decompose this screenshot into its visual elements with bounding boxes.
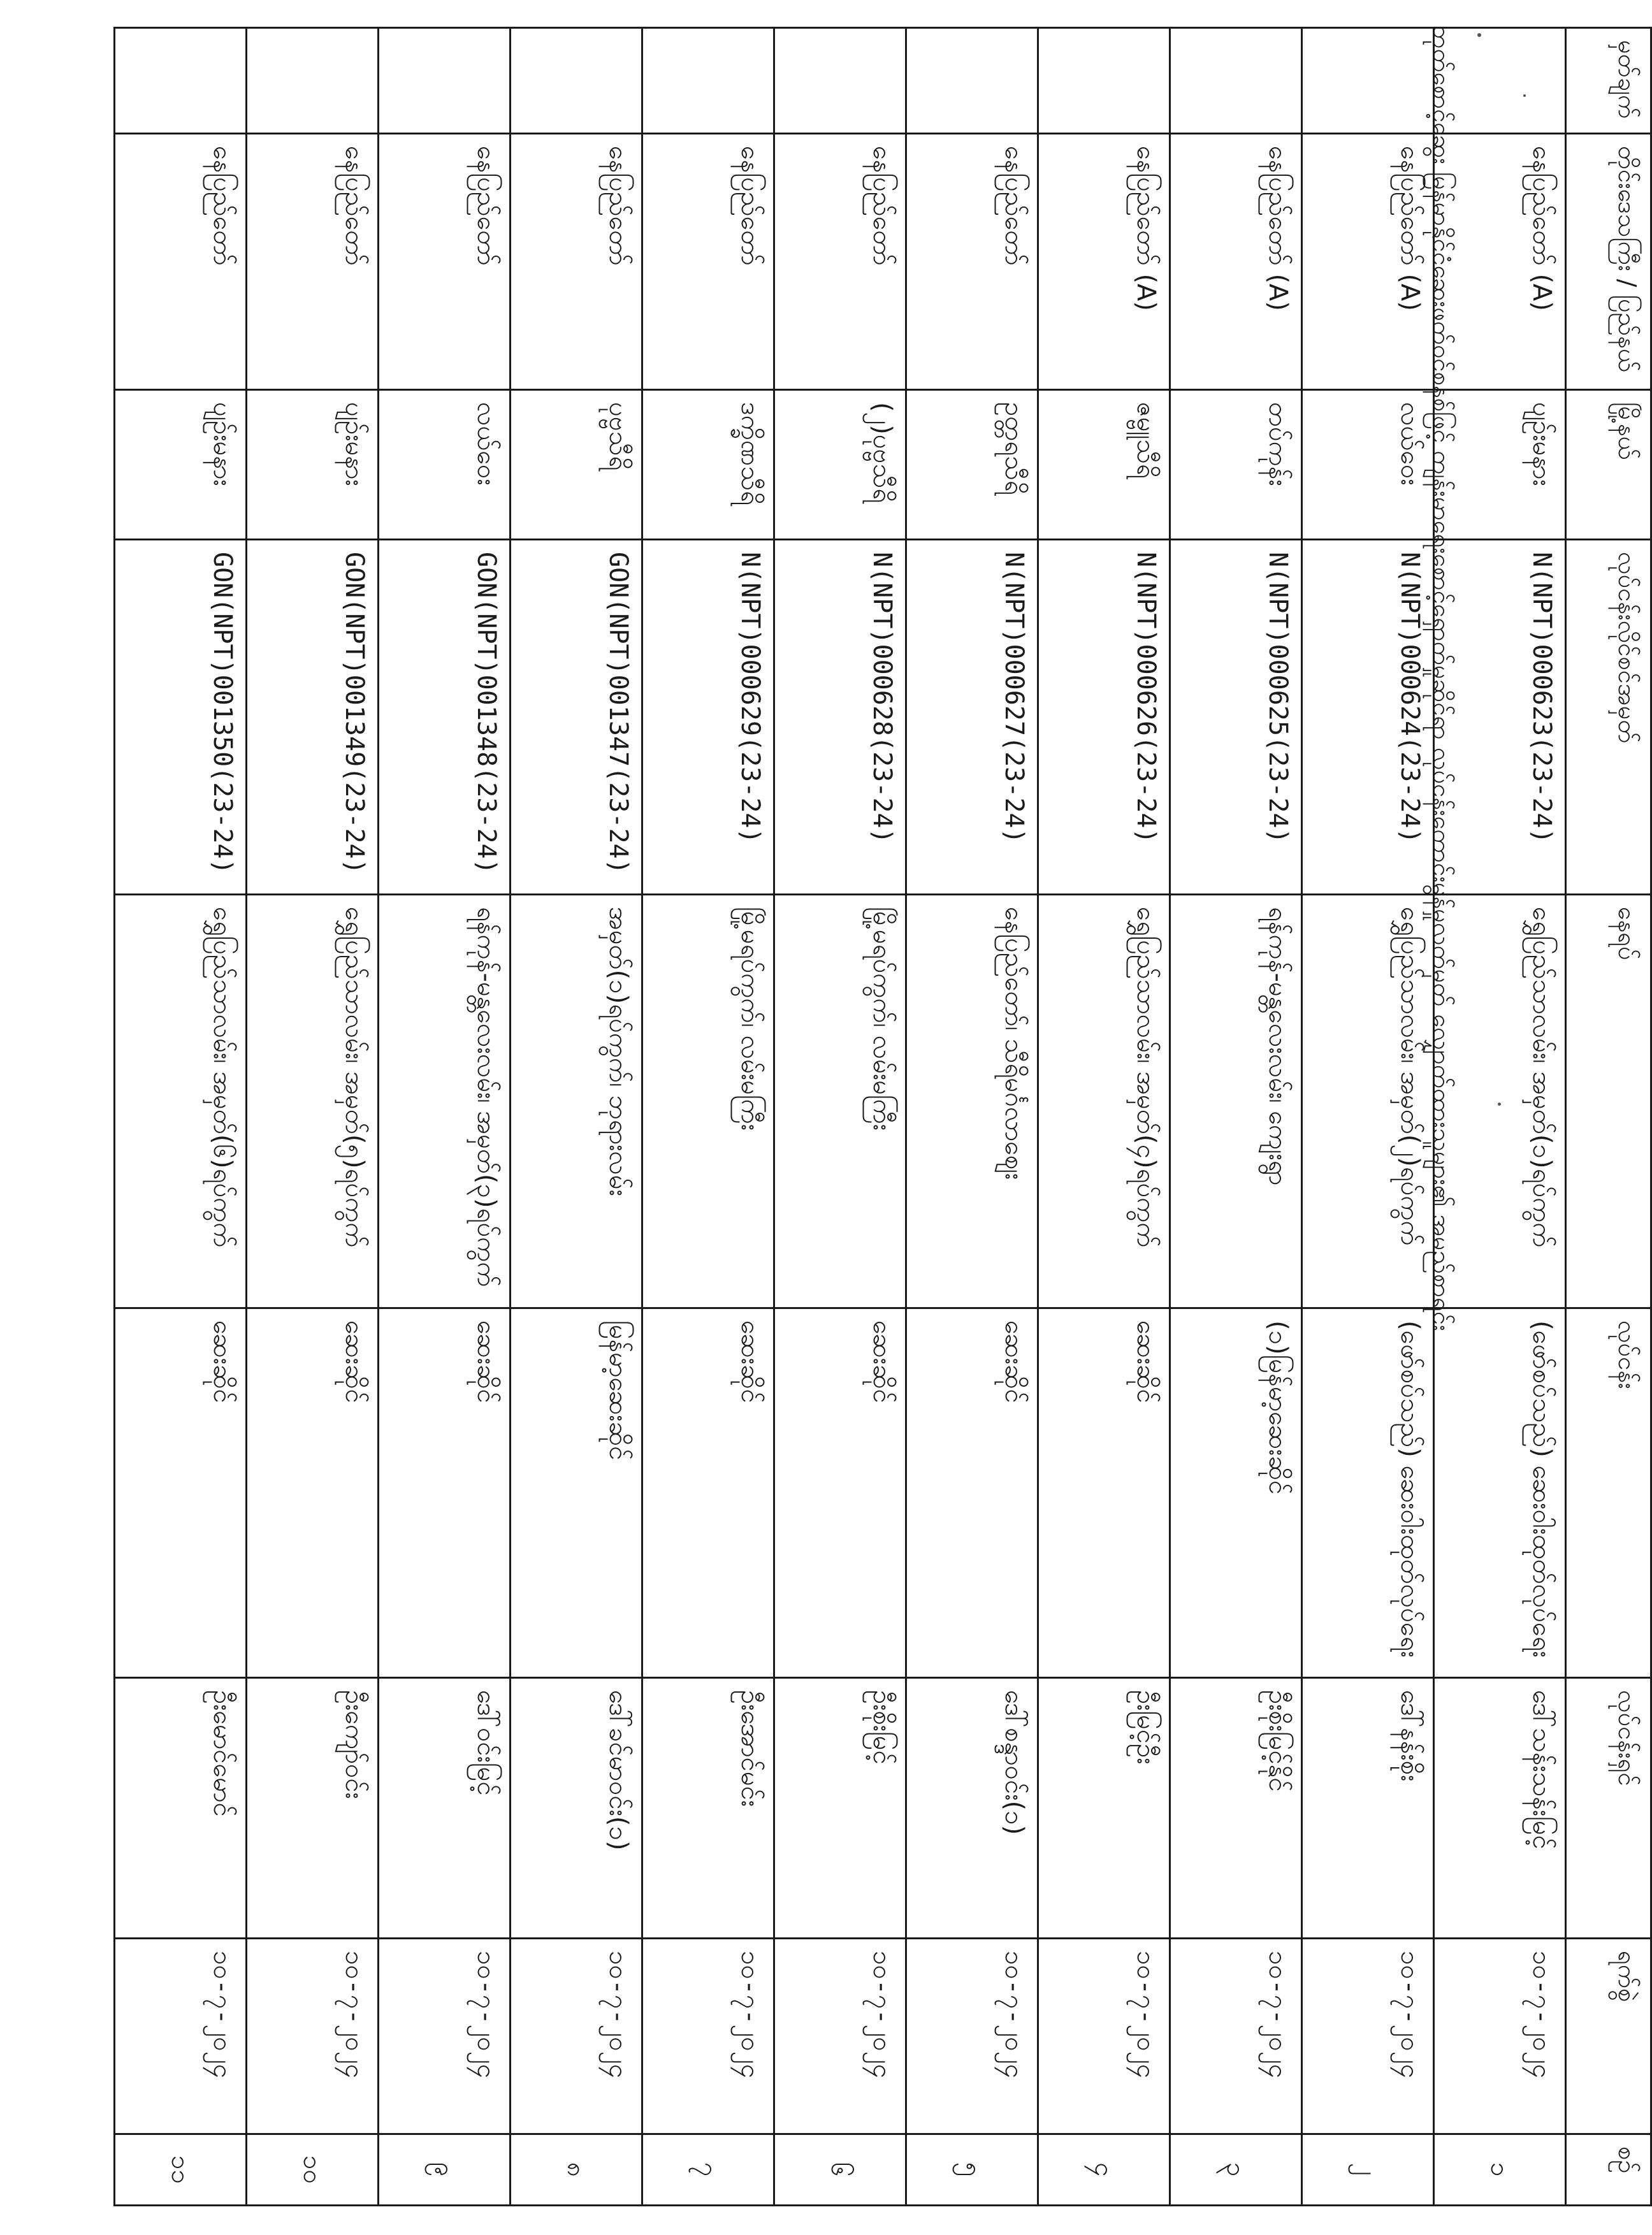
cell-address: ရွှေပြည်သာလမ်း၊ အမှတ်(၅)ရပ်ကွက် <box>247 894 379 1308</box>
cell-business: (၁)မြန်မာ့ဆေးဆိုင် <box>1170 1308 1302 1678</box>
cell-township: ဥတ္တရသီရိ <box>906 390 1038 540</box>
column-applicant <box>115 1678 1651 1939</box>
cell-reg-no: GON(NPT)001348(23-24) <box>379 540 511 895</box>
header-address: နေရပ် <box>1566 894 1651 1308</box>
cell-reg-no: N(NPT)000625(23-24) <box>1170 540 1302 895</box>
cell-no: ၃ <box>1170 2134 1302 2205</box>
cell-reg-no: N(NPT)000628(23-24) <box>774 540 906 895</box>
cell-address: ရန်ကုန်-မန္တလေးလမ်း၊ ကျေးရွာ <box>1170 894 1302 1308</box>
cell-remark <box>115 28 247 134</box>
cell-no: ၇ <box>642 2134 774 2205</box>
cell-no: ၉ <box>379 2134 511 2205</box>
cell-business: ဆေးဆိုင် <box>906 1308 1038 1678</box>
cell-business: ဆေးဆိုင် <box>1038 1308 1170 1678</box>
cell-date: ၁၀-၇-၂၀၂၄ <box>774 1939 906 2134</box>
cell-address: ရွှေပြည်သာလမ်း၊ အမှတ်(၁)ရပ်ကွက် <box>1434 894 1566 1308</box>
cell-date: ၁၀-၇-၂၀၂၄ <box>906 1939 1038 2134</box>
cell-date: ၁၀-၇-၂၀၂၄ <box>1434 1939 1566 2134</box>
cell-business: ဆေးဆိုင် <box>115 1308 247 1678</box>
cell-address: မြို့မရပ်ကွက်၊ လမ်းမကြီး <box>642 894 774 1308</box>
cell-region: နေပြည်တော် <box>379 133 511 389</box>
cell-applicant: ဦးမောင်မောင် <box>115 1678 247 1939</box>
cell-applicant: ဦးစိုးမြင့် <box>774 1678 906 1939</box>
cell-remark <box>1302 28 1434 134</box>
header-remark: မှတ်ချက် <box>1566 28 1651 134</box>
cell-reg-no: N(NPT)000624(23-24) <box>1302 540 1434 895</box>
cell-township: တပ်ကုန်း <box>1170 390 1302 540</box>
cell-reg-no: N(NPT)000626(23-24) <box>1038 540 1170 895</box>
cell-business: (ဖော်စပ်သည်) ဆေးဝါးထုတ်လုပ်ရေး <box>1302 1308 1434 1678</box>
cell-address: နေပြည်တော်၊ သီရိမင်္ဂလာဈေး <box>906 894 1038 1308</box>
cell-applicant: ဒေါ်စန္ဒာဝင်း(၁) <box>906 1678 1038 1939</box>
column-no <box>115 2134 1651 2205</box>
cell-remark <box>247 28 379 134</box>
scan-speck <box>1477 33 1481 37</box>
cell-remark <box>1038 28 1170 134</box>
cell-business: မြန်မာ့ဆေးဆိုင် <box>511 1308 642 1678</box>
cell-address: ရွှေပြည်သာလမ်း၊ အမှတ်(၆)ရပ်ကွက် <box>115 894 247 1308</box>
cell-applicant: ဦးကျော်ဝင်း <box>247 1678 379 1939</box>
header-no: စဉ် <box>1566 2134 1651 2205</box>
cell-no: ၁ <box>1434 2134 1566 2205</box>
header-applicant: လုပ်ငန်းရှင် <box>1566 1678 1651 1939</box>
cell-region: နေပြည်တော် <box>115 133 247 389</box>
header-date: ရက်စွဲ <box>1566 1939 1651 2134</box>
cell-no: ၅ <box>906 2134 1038 2205</box>
cell-applicant: ဒေါ်သန်းသန်းမြင့် <box>1434 1678 1566 1939</box>
column-township <box>115 390 1651 540</box>
cell-township: လယ်ဝေး <box>379 390 511 540</box>
cell-applicant: ဒေါ်နန်းစိုး <box>1302 1678 1434 1939</box>
cell-remark <box>1170 28 1302 134</box>
cell-address: ရွှေပြည်သာလမ်း၊ အမှတ်(၂)ရပ်ကွက် <box>1302 894 1434 1308</box>
cell-remark <box>511 28 642 134</box>
cell-region: နေပြည်တော် (A) <box>1302 133 1434 389</box>
cell-business: ဆေးဆိုင် <box>247 1308 379 1678</box>
column-date <box>115 1939 1651 2134</box>
cell-township: ဇမ္ဗူသီရိ <box>1038 390 1170 540</box>
cell-applicant: ဦးမြင့်ဦး <box>1038 1678 1170 1939</box>
cell-region: နေပြည်တော် (A) <box>1038 133 1170 389</box>
cell-remark <box>906 28 1038 134</box>
cell-township: လယ်ဝေး <box>1302 390 1434 540</box>
cell-region: နေပြည်တော် <box>906 133 1038 389</box>
cell-region: နေပြည်တော် (A) <box>1170 133 1302 389</box>
cell-township: ပျဉ်းမနား <box>247 390 379 540</box>
license-table <box>113 27 1652 2206</box>
cell-reg-no: N(NPT)000623(23-24) <box>1434 540 1566 895</box>
scan-speck <box>1523 94 1526 97</box>
cell-business: ဆေးဆိုင် <box>642 1308 774 1678</box>
cell-address: ရွှေပြည်သာလမ်း၊ အမှတ်(၄)ရပ်ကွက် <box>1038 894 1170 1308</box>
cell-date: ၁၀-၇-၂၀၂၄ <box>511 1939 642 2134</box>
cell-remark <box>642 28 774 134</box>
page-title: ဘုတ်စောင့်ဆွေး မြန်မာနိုင်ငံဆေးဖက်ဝင်စနစ်ဖြင့် ကျန်းမာရေးစောင့်ရှောက်မှုဆိုင်ရာ လုပ်ငန်းကောင်းမွန်မှုလက်မှတ် လျှောက်ထားသူများ၏ အမည်စာရင်း <box>1428 25 1456 1331</box>
scan-speck <box>1498 1103 1501 1106</box>
cell-applicant: ဦးစိုးမြင့်နိုင် <box>1170 1678 1302 1939</box>
cell-date: ၁၀-၇-၂၀၂၄ <box>642 1939 774 2134</box>
cell-region: နေပြည်တော် (A) <box>1434 133 1566 389</box>
column-address <box>115 894 1651 1308</box>
cell-no: ၁၀ <box>247 2134 379 2205</box>
cell-date: ၁၀-၇-၂၀၂၄ <box>1302 1939 1434 2134</box>
cell-reg-no: N(NPT)000627(23-24) <box>906 540 1038 895</box>
cell-address: အမှတ်(၁)ရပ်ကွက်၊ ဘုရားလမ်း <box>511 894 642 1308</box>
header-business: လုပ်ငန်း <box>1566 1308 1651 1678</box>
cell-remark <box>1434 28 1566 134</box>
cell-applicant: ဒေါ်ဝင်းမြင့် <box>379 1678 511 1939</box>
cell-applicant: ဒေါ်ခင်မာဝင်း(၁) <box>511 1678 642 1939</box>
cell-business: ဆေးဆိုင် <box>379 1308 511 1678</box>
header-reg-no: လုပ်ငန်းလိုင်စင်အမှတ် <box>1566 540 1651 895</box>
header-region: တိုင်းဒေသကြီး / ပြည်နယ် <box>1566 133 1651 389</box>
cell-reg-no: N(NPT)000629(23-24) <box>642 540 774 895</box>
cell-region: နေပြည်တော် <box>774 133 906 389</box>
cell-remark <box>774 28 906 134</box>
cell-region: နေပြည်တော် <box>247 133 379 389</box>
cell-no: ၁၁ <box>115 2134 247 2205</box>
cell-no: ၂ <box>1302 2134 1434 2205</box>
cell-business: ဆေးဆိုင် <box>774 1308 906 1678</box>
cell-applicant: ဦးအောင်မင်း <box>642 1678 774 1939</box>
cell-no: ၈ <box>511 2134 642 2205</box>
cell-township: ပျဉ်းမနား <box>1434 390 1566 540</box>
cell-region: နေပြည်တော် <box>642 133 774 389</box>
cell-no: ၄ <box>1038 2134 1170 2205</box>
cell-date: ၁၀-၇-၂၀၂၄ <box>1038 1939 1170 2134</box>
cell-date: ၁၀-၇-၂၀၂၄ <box>247 1939 379 2134</box>
cell-date: ၁၀-၇-၂၀၂၄ <box>115 1939 247 2134</box>
header-township: မြို့နယ် <box>1566 390 1651 540</box>
cell-address: မြို့မရပ်ကွက်၊ လမ်းမကြီး <box>774 894 906 1308</box>
column-region <box>115 133 1651 389</box>
cell-township: ပျဉ်းမနား <box>115 390 247 540</box>
cell-township: ဒက္ခိဏသီရိ <box>642 390 774 540</box>
cell-reg-no: GON(NPT)001347(23-24) <box>511 540 642 895</box>
cell-date: ၁၀-၇-၂၀၂၄ <box>1170 1939 1302 2134</box>
cell-address: ရန်ကုန်-မန္တလေးလမ်း၊ အမှတ်(၃)ရပ်ကွက် <box>379 894 511 1308</box>
cell-remark <box>379 28 511 134</box>
cell-business: (ဖော်စပ်သည်) ဆေးဝါးထုတ်လုပ်ရေး <box>1434 1308 1566 1678</box>
cell-region: နေပြည်တော် <box>511 133 642 389</box>
column-reg-no <box>115 540 1651 895</box>
column-remark <box>115 28 1651 134</box>
column-business <box>115 1308 1651 1678</box>
cell-reg-no: GON(NPT)001349(23-24) <box>247 540 379 895</box>
cell-township: ပုဗ္ဗသီရိ <box>511 390 642 540</box>
cell-reg-no: GON(NPT)001350(23-24) <box>115 540 247 895</box>
cell-no: ၆ <box>774 2134 906 2205</box>
cell-date: ၁၀-၇-၂၀၂၄ <box>379 1939 511 2134</box>
cell-township: (၂)ပုဗ္ဗသီရိ <box>774 390 906 540</box>
